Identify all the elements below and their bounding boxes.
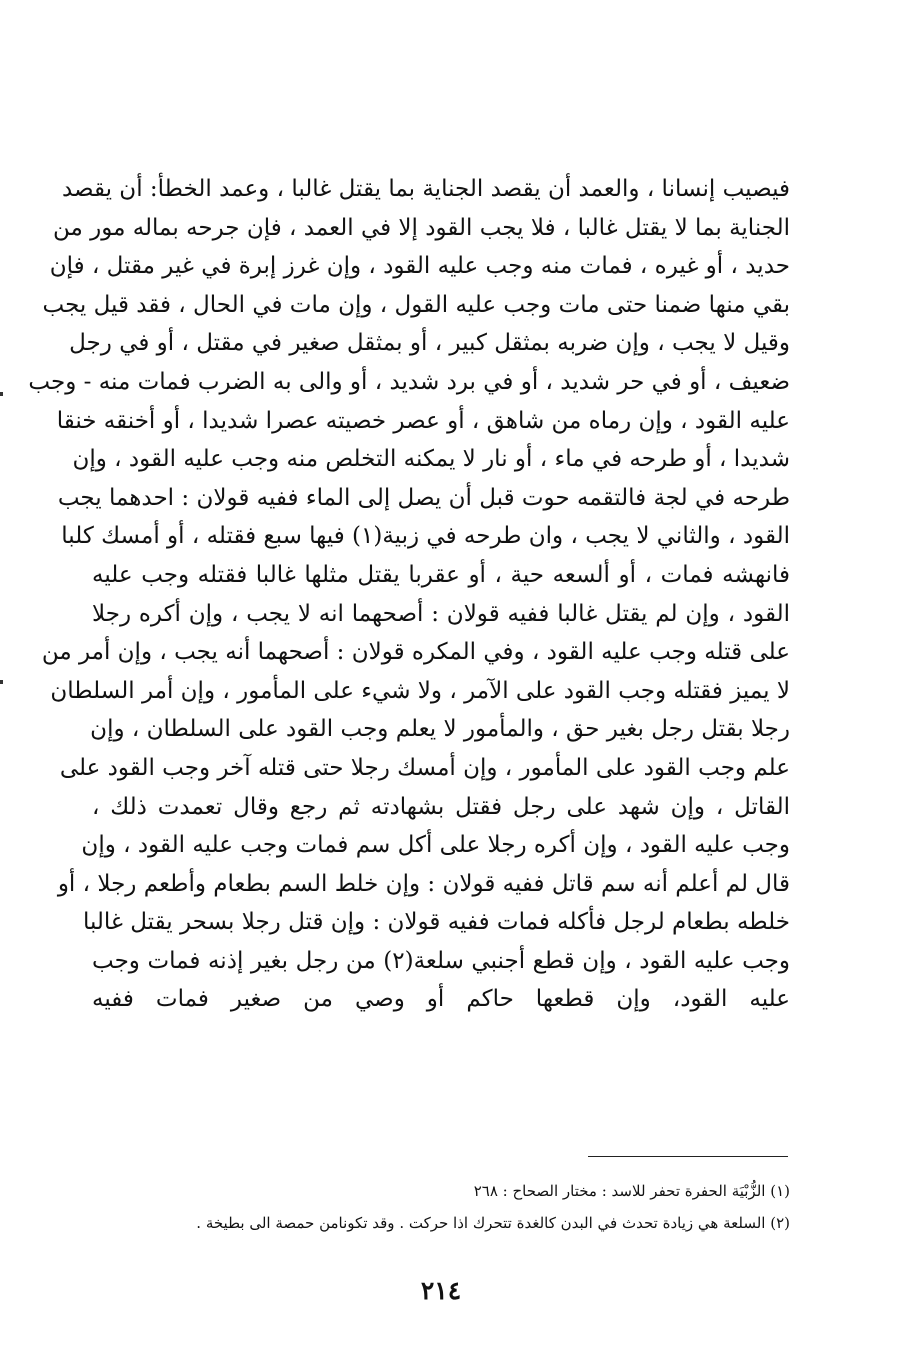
footnotes [150,1175,790,1239]
text-line: القاتل ، وإن شهد على رجل فقتل بشهادته ثم رجع وقال تعمدت ذلك ، [92,793,790,820]
text-line: حديد ، أو غيره ، فمات منه وجب عليه القود ، وإن غرز إبرة في غير مقتل ، فإن [49,253,790,280]
text-line: وجب عليه القود ، وإن أكره رجلا على أكل سم فمات وجب عليه القود ، وإن [81,832,790,859]
text-line: القود ، وإن لم يقتل غالبا ففيه قولان : أصحهما انه لا يجب ، وإن أكره رجلا [92,600,790,627]
text-line: طرحه في لجة فالتقمه حوت قبل أن يصل إلى الماء ففيه قولان : احدهما يجب [57,484,790,511]
body-text [28,170,791,1019]
text-line: وقيل لا يجب ، وإن ضربه بمثقل كبير ، أو بمثقل صغير في مقتل ، أو في رجل [69,330,790,357]
text-line: علم وجب القود على المأمور ، وإن أمسك رجلا حتى قتله آخر وجب القود على [59,754,790,781]
scan-mark [0,680,3,684]
text-line: عليه القود، وإن قطعها حاكم أو وصي من صغير فمات ففيه [92,986,790,1013]
text-line: فانهشه فمات ، أو ألسعه حية ، أو عقربا يقتل مثلها غالبا فقتله وجب عليه [92,561,790,588]
page-number: ٢١٤ [420,1276,462,1305]
text-line: بقي منها ضمنا حتى مات وجب عليه القول ، وإن مات في الحال ، فقد قيل يجب [42,291,790,318]
scan-mark [0,392,3,396]
text-line: قال لم أعلم أنه سم قاتل ففيه قولان : وإن خلط السم بطعام وأطعم رجلا ، أو [57,870,790,897]
footnote: (٢) السلعة هي زيادة تحدث في البدن كالغدة تتحرك اذا حركت . وقد تكونامن حمصة الى بطيخة . [196,1214,790,1232]
text-line: على قتله وجب عليه القود ، وفي المكره قولان : أصحهما أنه يجب ، وإن أمر من [41,639,790,666]
footnote-divider [588,1156,788,1157]
text-line: شديدا ، أو طرحه في ماء ، أو نار لا يمكنه التخلص منه وجب عليه القود ، وإن [72,446,790,473]
text-line: الجناية بما لا يقتل غالبا ، فلا يجب القود إلا في العمد ، فإن جرحه بماله مور من [52,214,790,241]
text-line: رجلا بقتل رجل بغير حق ، والمأمور لا يعلم وجب القود على السلطان ، وإن [90,716,790,743]
text-line: ضعيف ، أو في حر شديد ، أو في برد شديد ، أو والى به الضرب فمات منه - وجب [28,368,790,395]
text-line: القود ، والثاني لا يجب ، وان طرحه في زبية(١) فيها سبع فقتله ، أو أمسك كلبا [61,523,790,550]
text-line: عليه القود ، وإن رماه من شاهق ، أو عصر خصيته عصرا شديدا ، أو أخنقه خنقا [56,407,790,434]
text-line: فيصيب إنسانا ، والعمد أن يقصد الجناية بما يقتل غالبا ، وعمد الخطأ: أن يقصد [61,176,790,202]
text-line: وجب عليه القود ، وإن قطع أجنبي سلعة(٢) من رجل بغير إذنه فمات وجب [92,947,791,974]
text-line: لا يميز فقتله وجب القود على الآمر ، ولا شيء على المأمور ، وإن أمر السلطان [50,677,790,704]
text-line: خلطه بطعام لرجل فأكله فمات ففيه قولان : وإن قتل رجلا بسحر يقتل غالبا [82,909,790,936]
footnote: (١) الزُّبْيَة الحفرة تحفر للاسد : مختار الصحاح : ٢٦٨ [473,1182,790,1200]
